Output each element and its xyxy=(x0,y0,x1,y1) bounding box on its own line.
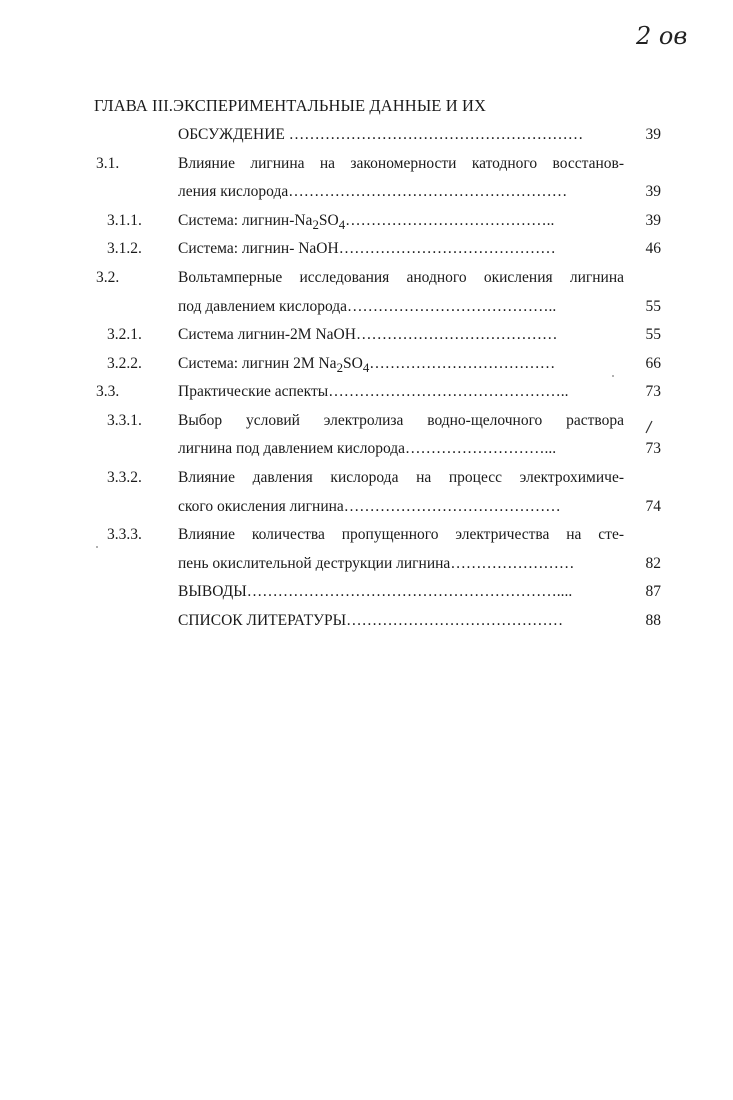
toc-row-chapter xyxy=(0,124,733,146)
toc-page-number: 74 xyxy=(645,498,661,515)
toc-entry-text: ОБСУЖДЕНИЕ ………………………………………………… xyxy=(178,126,584,143)
toc-section-number: 3.1.1. xyxy=(107,212,142,229)
toc-entry-text: под давлением кислорода………………………………….. xyxy=(178,298,557,315)
toc-row-3-1-cont xyxy=(0,181,733,203)
toc-entry-text: пень окислительной деструкции лигнина…………………… xyxy=(178,555,575,572)
chapter-title: ГЛАВА III.ЭКСПЕРИМЕНТАЛЬНЫЕ ДАННЫЕ И ИХ xyxy=(94,96,486,115)
toc-section-number: 3.2.1. xyxy=(107,326,142,343)
toc-section-number: 3.2.2. xyxy=(107,355,142,372)
handwritten-page-mark: 2 ов xyxy=(636,22,688,50)
toc-entry-text: Влияние давления кислорода на процесс электрохимиче- xyxy=(178,469,624,486)
toc-entry-text: ления кислорода……………………………………………… xyxy=(178,183,568,200)
toc-entry-text: Выбор условий электролиза водно-щелочного раствора xyxy=(178,412,624,429)
scan-speck xyxy=(96,546,98,548)
toc-section-number: 3.3.2. xyxy=(107,469,142,486)
toc-row-3-2 xyxy=(0,267,733,289)
toc-row-3-2-2 xyxy=(0,353,733,375)
toc-entry-text: Система: лигнин- NaOH…………………………………… xyxy=(178,240,556,257)
toc-row-3-3-2-cont xyxy=(0,496,733,518)
scan-speck xyxy=(612,375,614,377)
toc-page-number: 66 xyxy=(645,355,661,372)
toc-section-number: 3.3.1. xyxy=(107,412,142,429)
toc-page-number: 73 xyxy=(645,383,661,400)
toc-section-number: 3.3. xyxy=(96,383,120,400)
toc-entry-text: Вольтамперные исследования анодного окисления лигнина xyxy=(178,269,624,286)
toc-entry-text: Практические аспекты……………………………………….. xyxy=(178,383,569,400)
toc-entry-text: Влияние количества пропущенного электричества на сте- xyxy=(178,526,624,543)
toc-row-3-3-2 xyxy=(0,467,733,489)
toc-row-3-3-1-cont xyxy=(0,438,733,460)
toc-page-number: 39 xyxy=(645,212,661,229)
toc-page-number: 87 xyxy=(645,583,661,600)
toc-row-3-2-1 xyxy=(0,324,733,346)
toc-entry-text: СПИСОК ЛИТЕРАТУРЫ…………………………………… xyxy=(178,612,564,629)
toc-page-number: 88 xyxy=(645,612,661,629)
toc-page-number: 46 xyxy=(645,240,661,257)
handwritten-slash-mark xyxy=(644,420,654,434)
toc-row-references xyxy=(0,610,733,632)
toc-row-3-1-2 xyxy=(0,238,733,260)
toc-entry-text: Система лигнин-2М NaOH………………………………… xyxy=(178,326,558,343)
toc-entry-text: Влияние лигнина на закономерности катодного восстанов- xyxy=(178,155,624,172)
toc-row-3-3 xyxy=(0,381,733,403)
toc-page-number: 55 xyxy=(645,298,661,315)
toc-section-number: 3.2. xyxy=(96,269,120,286)
toc-row-3-2-cont xyxy=(0,296,733,318)
toc-row-3-3-3-cont xyxy=(0,553,733,575)
toc-entry-text: Система: лигнин-$Na_2SO_4\dots\dots\dots\dots\dots\dots\dots\dots\dots\dots\dots\dots\dots$.. xyxy=(178,212,555,233)
toc-page-number: 82 xyxy=(645,555,661,572)
toc-section-number: 3.3.3. xyxy=(107,526,142,543)
toc-row-3-1 xyxy=(0,153,733,175)
toc-page-number: 39 xyxy=(645,126,661,143)
toc-section-number: 3.1. xyxy=(96,155,120,172)
toc-page-number: 73 xyxy=(645,440,661,457)
toc-row-3-3-3 xyxy=(0,524,733,546)
toc-entry-text: ского окисления лигнина…………………………………… xyxy=(178,498,561,515)
toc-entry-text: Система: лигнин 2M $Na_2SO_4\dots\dots\dots\dots\dots\dots\dots\dots\dots\dots\dots\dots$ xyxy=(178,355,556,376)
toc-row-conclusions xyxy=(0,581,733,603)
toc-section-number: 3.1.2. xyxy=(107,240,142,257)
toc-page-number: 39 xyxy=(645,183,661,200)
toc-entry-text: лигнина под давлением кислорода………………………... xyxy=(178,440,557,457)
toc-entry-text: ВЫВОДЫ…………………………………………………….... xyxy=(178,583,573,600)
toc-row-3-3-1 xyxy=(0,410,733,432)
toc-page-number: 55 xyxy=(645,326,661,343)
toc-row-3-1-1 xyxy=(0,210,733,232)
